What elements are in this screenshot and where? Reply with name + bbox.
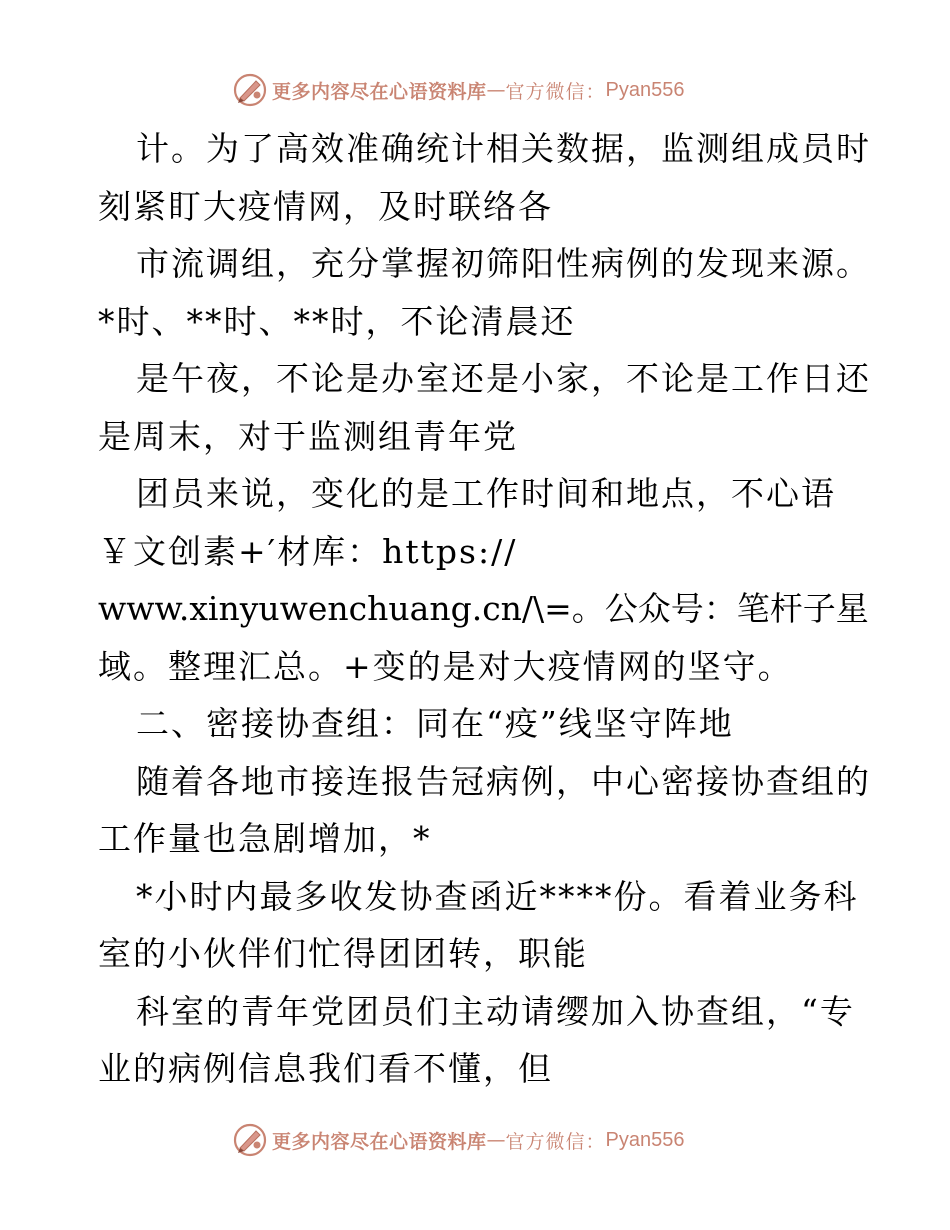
banner-wechat-id: Pyan556 [605,78,685,101]
text-line: 科室的青年党团员们主动请缨加入协查组，“专 [136,991,855,1031]
banner-slogan: 更多内容尽在心语资料库 [272,80,487,103]
text-line: 随着各地市接连报告冠病例，中心密接协查组的 [136,761,871,801]
text-line: *时、**时、**时，不论清晨还 [98,301,576,341]
banner-separator: — [486,1129,506,1151]
pen-logo-icon [232,72,268,108]
text-line: *小时内最多收发协查函近****份。看着业务科 [136,876,859,916]
text-line: 室的小伙伴们忙得团团转，职能 [98,934,588,973]
text-line: 域。整理汇总。+变的是对大疫情网的坚守。 [98,646,793,686]
section-heading: 二、密接协查组：同在“疫”线坚守阵地 [136,704,734,743]
text-line: ￥文创素+′材库：https:// [98,531,518,571]
text-line: 市流调组，充分掌握初筛阳性病例的发现来源。 [136,244,871,283]
banner-wechat-label: 官方微信： [505,80,606,103]
text-line: 刻紧盯大疫情网，及时联络各 [98,186,553,226]
text-line: 计。为了高效准确统计相关数据，监测组成员时 [136,129,871,168]
body-text [98,120,871,1098]
pen-logo-icon [232,1122,268,1158]
banner-wechat-label: 官方微信： [505,1130,606,1153]
banner-separator: — [486,79,506,101]
text-line: www.xinyuwenchuang.cn/\=。公众号：笔杆子星 [98,589,869,628]
text-line: 业的病例信息我们看不懂，但 [98,1049,553,1088]
text-line: 团员来说，变化的是工作时间和地点，不心语 [136,474,836,513]
watermark-banner-bottom [232,1120,685,1160]
watermark-banner-top [232,70,685,110]
banner-slogan: 更多内容尽在心语资料库 [272,1130,487,1153]
banner-wechat-id: Pyan556 [605,1128,685,1151]
text-line: 是周末，对于监测组青年党 [98,416,518,456]
text-line: 工作量也急剧增加，* [98,819,432,858]
text-line: 是午夜，不论是办室还是小家，不论是工作日还 [136,359,871,398]
